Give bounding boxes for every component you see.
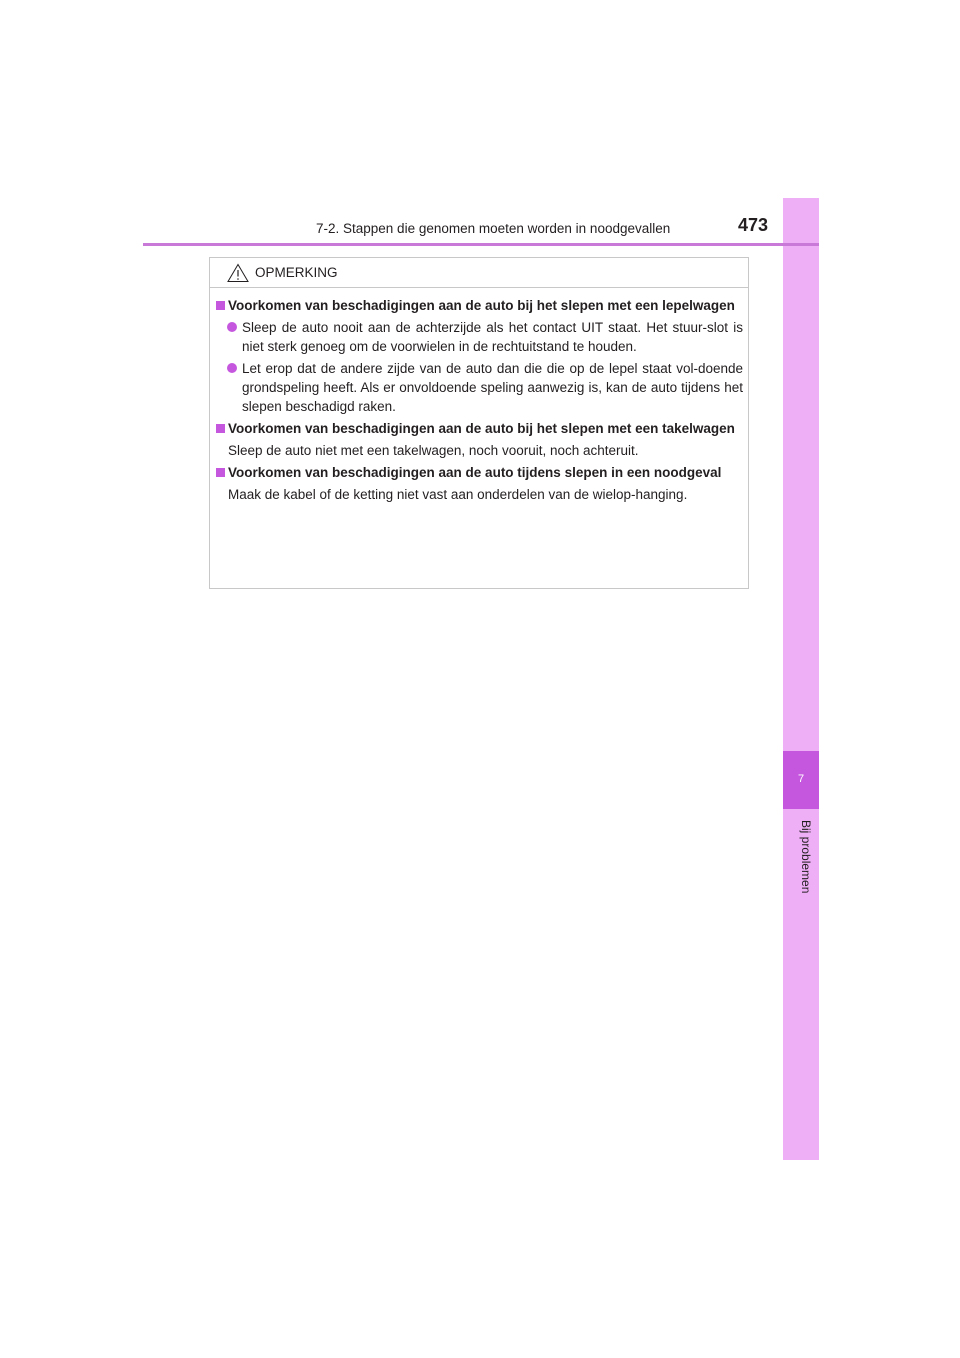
bullet-item: Sleep de auto nooit aan de achterzijde als het contact UIT staat. Het stuur-slot is niet sterk genoeg om de voorwielen in de rechtuitstand te houden.: [210, 318, 748, 356]
section-heading: Voorkomen van beschadigingen aan de auto bij het slepen met een lepelwagen: [210, 296, 748, 315]
bullet-item: Let erop dat de andere zijde van de auto dan die die op de lepel staat vol-doende grondspeling heeft. Als er onvoldoende speling aanwezig is, kan de auto tijdens het slepen beschadigd raken.: [210, 359, 748, 416]
chapter-number: 7: [797, 773, 805, 785]
warning-triangle-icon: [227, 263, 249, 283]
notice-box: [209, 257, 749, 589]
section-text: Maak de kabel of de ketting niet vast aan onderdelen van de wielop-hanging.: [228, 487, 688, 502]
chapter-number-block: [783, 751, 819, 809]
notice-header: [227, 258, 747, 287]
section-title: 7-2. Stappen die genomen moeten worden in noodgevallen: [316, 221, 671, 236]
chapter-title: Bij problemen: [799, 820, 813, 894]
section-heading: Voorkomen van beschadigingen aan de auto tijdens slepen in een noodgeval: [210, 463, 748, 482]
round-bullet-icon: [227, 363, 237, 373]
notice-title: OPMERKING: [255, 265, 338, 280]
chapter-side-tab: [783, 198, 819, 1160]
section-text: Sleep de auto niet met een takelwagen, noch vooruit, noch achteruit.: [228, 443, 639, 458]
notice-divider: [210, 287, 748, 288]
header-rule: [143, 243, 819, 246]
round-bullet-icon: [227, 322, 237, 332]
square-bullet-icon: [216, 301, 225, 310]
page-number: 473: [738, 215, 769, 235]
notice-body: [210, 296, 748, 507]
section-heading: Voorkomen van beschadigingen aan de auto bij het slepen met een takelwagen: [210, 419, 748, 438]
square-bullet-icon: [216, 424, 225, 433]
square-bullet-icon: [216, 468, 225, 477]
